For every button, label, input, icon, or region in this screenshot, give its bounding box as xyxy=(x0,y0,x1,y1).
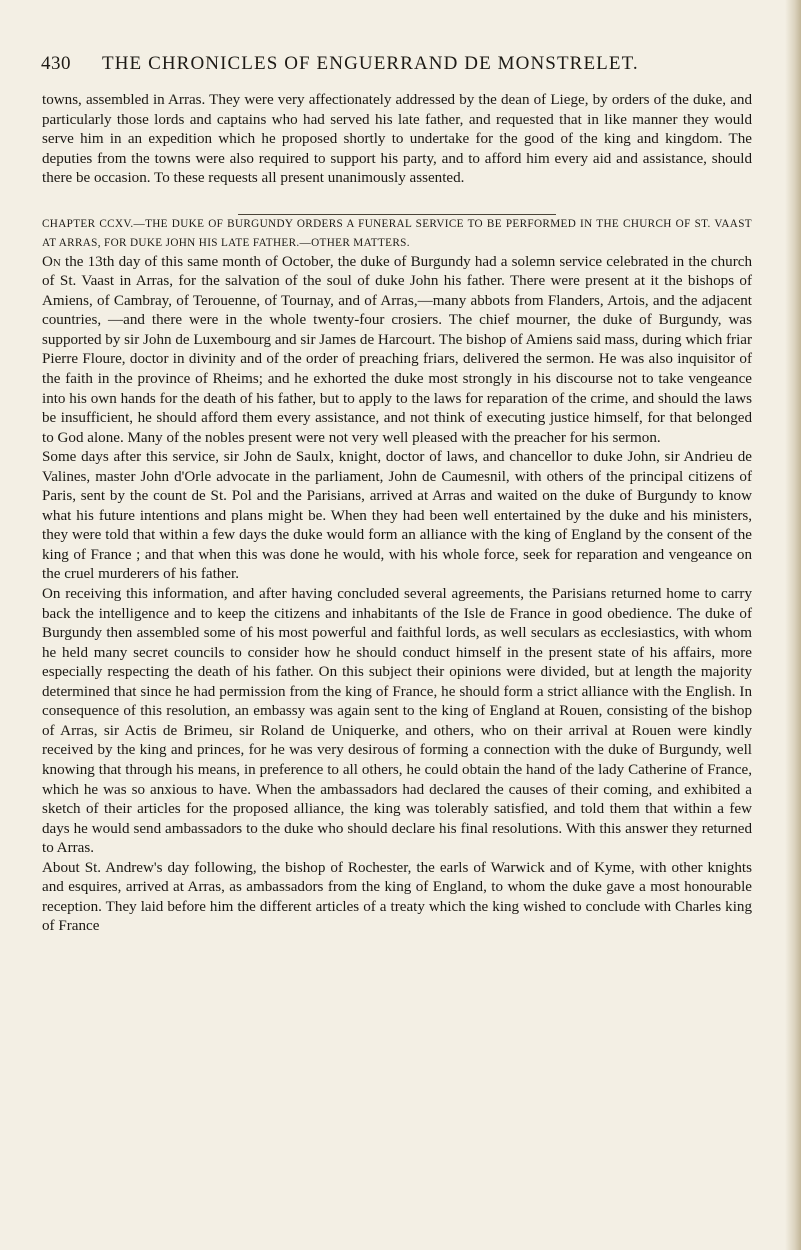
text-block xyxy=(42,91,752,937)
paragraph-4: About St. Andrew's day following, the bishop of Rochester, the earls of Warwick and of Kyme, with other knights and esquires, arrived at Arras, as ambassadors from the king of England, to whom the duke gave a most honourable reception. They laid before him the different articles of a treaty which the king wished to conclude with Charles king of France xyxy=(42,859,752,935)
paragraph-1-first-word: On xyxy=(42,253,61,270)
paragraph-1 xyxy=(42,253,752,448)
opening-paragraph: towns, assembled in Arras. They were very affectionately addressed by the dean of Liege, by orders of the duke, and particularly those lords and captains who had served his late father, and requested that in like manner they would serve him in an expedition which he proposed shortly to undertake for the good of the king and kingdom. The deputies from the towns were also required to support his party, and to afford him every aid and assistance, should there be occasion. To these requests all present unanimously assented. xyxy=(42,92,752,187)
running-head xyxy=(41,53,746,81)
paragraph-2: Some days after this service, sir John de Saulx, knight, doctor of laws, and chancellor to duke John, sir Andrieu de Valines, master John d'Orle advocate in the parliament, John de Caumesnil, with others of the principal citizens of Paris, sent by the count de St. Pol and the Parisians, arrived at Arras and waited on the duke of Burgundy to know what his future intentions and plans might be. When they had been well entertained by the duke and his ministers, they were told that within a few days the duke would form an alliance with the king of England by the consent of the king of France ; and that when this was done he would, with his whole force, seek for reparation and vengeance on the cruel murderers of his father. xyxy=(42,449,752,583)
paragraph-3: On receiving this information, and after having concluded several agreements, the Parisians returned home to carry back the intelligence and to keep the citizens and inhabitants of the Isle de France in good obedience. The duke of Burgundy then assembled some of his most powerful and faithful lords, as well seculars as ecclesiastics, with whom he held many secret councils to consider how he should conduct himself in the present state of his affairs, more especially respecting the death of his father. On this subject their opinions were divided, but at length the majority determined that since he had permission from the king of France, he should form a strict alliance with the English. In consequence of this resolution, an embassy was again sent to the king of England at Rouen, consisting of the bishop of Arras, sir Actis de Brimeu, sir Roland de Uniquerke, and others, who on their arrival at Rouen were kindly received by the king and princes, for he was very desirous of forming a connection with the duke of Burgundy, well knowing that through his means, in preference to all others, he could obtain the hand of the lady Catherine of France, which he was so anxious to have. When the ambassadors had declared the causes of their coming, and exhibited a sketch of their articles for the proposed alliance, the king was tolerably satisfied, and told them that within a few days he would send ambassadors to the duke who should declare his final resolutions. With this answer they returned to Arras. xyxy=(42,586,752,857)
page-number: 430 xyxy=(41,53,71,74)
running-title: THE CHRONICLES OF ENGUERRAND DE MONSTRELET. xyxy=(102,53,639,74)
chapter-heading: CHAPTER CCXV.—THE DUKE OF BURGUNDY ORDERS A FUNERAL SERVICE TO BE PERFORMED IN THE CHURCH OF ST. VAAST AT ARRAS, FOR DUKE JOHN HIS LATE FATHER.—OTHER MATTERS. xyxy=(42,217,752,249)
page-edge-shadow xyxy=(785,0,801,1250)
paragraph-1-text: the 13th day of this same month of October, the duke of Burgundy had a solemn service celebrated in the church of St. Vaast in Arras, for the salvation of the soul of duke John his father. There were present at it the bishops of Amiens, of Cambray, of Terouenne, of Tournay, and of Arras,—many abbots from Flanders, Artois, and the adjacent countries, —and there were in the whole twenty-four crosiers. The chief mourner, the duke of Burgundy, was supported by sir John de Luxembourg and sir James de Harcourt. The bishop of Amiens said mass, during which friar Pierre Floure, doctor in divinity and of the order of preaching friars, delivered the sermon. He was also inquisitor of the faith in the province of Rheims; and he exhorted the duke most strongly in his discourse not to take vengeance into his own hands for the death of his father, but to apply to the laws for reparation of the crime, and should the laws be insufficient, he should afford them every assistance, and not think of executing justice himself, for that belonged to God alone. Many of the nobles present were not very well pleased with the preacher for his sermon. xyxy=(42,253,752,446)
